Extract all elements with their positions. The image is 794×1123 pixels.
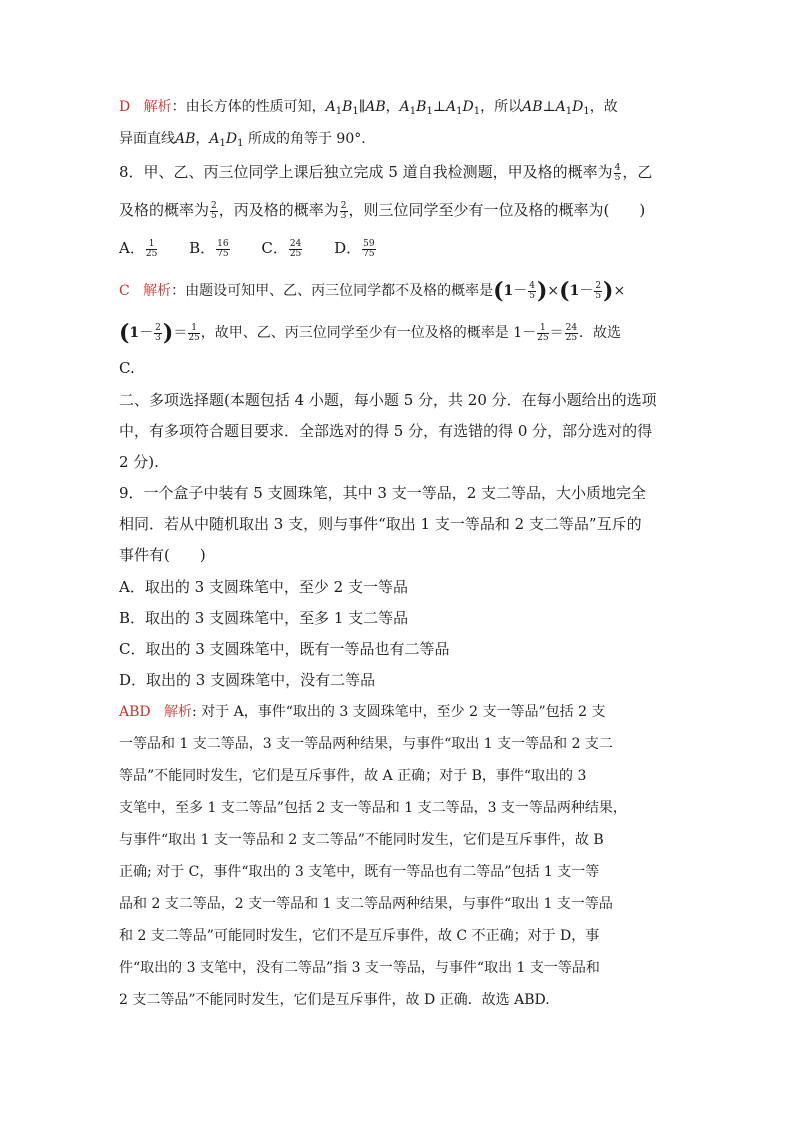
analysis-label: 解析 (143, 283, 172, 299)
text: ，则三位同学至少有一位及格的概率为( ) (348, 201, 646, 219)
q9-line-1: 9．一个盒子中装有 5 支圆珠笔，其中 3 支一等品，2 支二等品，大小质地完全 (119, 484, 647, 502)
text: ， (195, 131, 210, 147)
q9-answer: ABD (119, 704, 151, 720)
q7-answer: D (119, 99, 131, 115)
q9-analysis-line: 2 支二等品”不能同时发生，它们是互斥事件，故 D 正确．故选 ABD. (119, 992, 550, 1008)
section2-line-2: 中，有多项符合题目要求．全部选对的得 5 分，有选错的得 0 分，部分选对的得 (119, 422, 653, 440)
text: 90°. (336, 131, 366, 147)
text: 所成的角等于 (247, 131, 332, 147)
text: ，乙 (622, 163, 653, 181)
q9-analysis-line: 件“取出的 3 支笔中，没有二等品”指 3 支一等品，与事件“取出 1 支一等品和 (119, 960, 600, 976)
text: ，丙及格的概率为 (218, 201, 339, 219)
text: 5 (388, 163, 398, 181)
q9-analysis-line: 等品”不能同时发生，它们是互斥事件，故 A 正确；对于 B，事件“取出的 3 (119, 768, 587, 784)
section2-line-1: 二、多项选择题(本题包括 4 小题，每小题 5 分，共 20 分．在每小题给出的选项 (119, 391, 657, 409)
q8-options (119, 238, 403, 259)
fraction: $\frac{4}{5}$ (614, 162, 621, 183)
text: 8．甲、乙、丙三位同学上课后独立完成 (119, 163, 384, 181)
q8-answer: C (119, 283, 130, 299)
q9-option-d[interactable]: D．取出的 3 支圆珠笔中，没有二等品 (119, 671, 376, 689)
analysis-label: 解析 (163, 704, 192, 720)
text: 异面直线 (119, 131, 175, 147)
q9-analysis-line: 一等品和 1 支二等品，3 支一等品两种结果，与事件“取出 1 支一等品和 2 支二 (119, 736, 613, 752)
q9-analysis-line: 正确; 对于 C，事件“取出的 3 支笔中，既有一等品也有二等品”包括 1 支一等 (119, 864, 600, 880)
math: A (325, 99, 336, 115)
q8-analysis-line-2: (1－ $\frac{2}{3}$ )＝ $\frac{1}{25}$ ，故甲、乙、丙三位同学至少有一位及格的概率是 1－ $\frac{1}{25}$ ＝ $\frac{24}{25}$ ．故选 (119, 320, 622, 346)
fraction: $\frac{2}{3}$ (340, 200, 347, 221)
text: ，故 (589, 99, 618, 115)
text: ，故甲、乙、丙三位同学至少有一位及格的概率是 1－ (200, 325, 537, 341)
q7-analysis-line-2: 异面直线AB，$A_1D_1$ 所成的角等于 90°. (119, 131, 366, 149)
q9-analysis-line: 品和 2 支二等品，2 支一等品和 1 支二等品两种结果，与事件“取出 1 支一等品 (119, 896, 613, 912)
q8-option-c[interactable]: C． $\frac{24}{25}$ (261, 238, 302, 259)
text: 及格的概率为 (119, 201, 210, 219)
text: 道自我检测题，甲及格的概率为 (402, 163, 613, 181)
q8-option-b[interactable]: B． $\frac{16}{75}$ (189, 238, 229, 259)
q8-option-d[interactable]: D． $\frac{59}{75}$ (334, 238, 375, 259)
q9-line-3: 事件有( ) (119, 546, 206, 564)
q8-line-1 (119, 162, 652, 183)
q9-option-c[interactable]: C．取出的 3 支圆珠笔中，既有一等品也有二等品 (119, 640, 450, 658)
q8-analysis-line-3: C. (119, 359, 135, 377)
text: ：由题设可知甲、乙、丙三位同学都不及格的概率是 (171, 283, 494, 299)
q9-analysis-line: 与事件“取出 1 支一等品和 2 支二等品”不能同时发生，它们是互斥事件，故 B (119, 832, 604, 848)
text: ， (385, 99, 400, 115)
q9-option-a[interactable]: A．取出的 3 支圆珠笔中，至少 2 支一等品 (119, 578, 408, 596)
analysis-label: 解析 (143, 99, 172, 115)
text: ．故选 (579, 325, 622, 341)
q8-option-a[interactable]: A． $\frac{1}{25}$ (119, 238, 158, 259)
text: ，所以 (480, 99, 523, 115)
q9-analysis-line-1 (119, 702, 605, 722)
q8-analysis-line-1: C 解析：由题设可知甲、乙、丙三位同学都不及格的概率是(1－ $\frac{4}{5}$ )×(1－ $\frac{2}{5}$ )× (119, 278, 626, 304)
q9-option-b[interactable]: B．取出的 3 支圆珠笔中，至多 1 支二等品 (119, 609, 409, 627)
text: : 对于 A，事件“取出的 3 支圆珠笔中，至少 2 支一等品”包括 2 支 (191, 704, 606, 720)
text: ：由长方体的性质可知， (171, 99, 326, 115)
q9-analysis-line: 支笔中，至多 1 支二等品”包括 2 支一等品和 1 支二等品，3 支一等品两种结果， (119, 800, 627, 816)
q8-line-2 (119, 200, 645, 221)
q9-analysis-line: 和 2 支二等品”可能同时发生，它们不是互斥事件，故 C 不正确；对于 D，事 (119, 928, 600, 944)
q7-analysis-line-1: D 解析：由长方体的性质可知，$A_1B_1\parallel AB$，$A_1B_1\perp A_1D_1$，所以$AB\perp A_1D_1$，故 (119, 99, 618, 117)
q9-line-2: 相同．若从中随机取出 3 支，则与事件“取出 1 支一等品和 2 支二等品”互斥的 (119, 515, 642, 533)
section2-line-3: 2 分). (119, 453, 159, 471)
fraction: $\frac{2}{5}$ (211, 200, 217, 221)
